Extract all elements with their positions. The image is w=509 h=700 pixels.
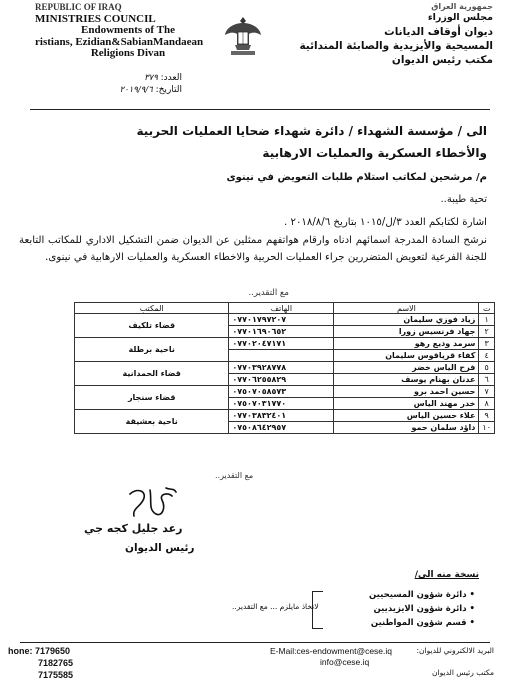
- row-office: قضاء سنجار: [75, 386, 229, 410]
- ref-date-value: ٢٠١٩/٩/٦: [119, 85, 153, 95]
- candidates-table: [74, 302, 495, 434]
- row-phone: ٠٧٧٠١٧٩٧٢٠٧: [229, 314, 334, 326]
- header-divider: [30, 109, 490, 110]
- row-office: ناحية بعشيقة: [75, 410, 229, 434]
- copies-list: [325, 588, 475, 630]
- row-num: ٧: [479, 386, 495, 398]
- ref-number-value: ٣٧٩: [144, 73, 158, 83]
- copy-recipient: • دائرة شؤون الايزيديين: [373, 604, 475, 614]
- row-name: داؤد سلمان حمو: [334, 422, 479, 434]
- header-ar-line5: مكتب رئيس الديوان: [391, 54, 493, 66]
- row-num: ١٠: [479, 422, 495, 434]
- footer-phone-2: 7182765: [38, 658, 74, 668]
- copy-recipient: • دائرة شؤون المسيحيين: [369, 590, 475, 600]
- footer-email-label: البريد الالكتروني للديوان:: [416, 646, 494, 655]
- body-paragraph-1: اشارة لكتابكم العدد ٣/ل/١٠١٥ بتاريخ ٢٠١٨/٨/٦ .: [284, 217, 487, 228]
- row-num: ١: [479, 314, 495, 326]
- row-phone: ٠٧٧٠٣٩٢٨٧٧٨: [229, 362, 334, 374]
- table-header-row: [75, 303, 495, 314]
- row-office: قضاء تلكيف: [75, 314, 229, 338]
- row-num: ٦: [479, 374, 495, 386]
- addressee: [57, 120, 487, 164]
- header-ar-line4: المسيحية والأيزيدية والصابئة المندائية: [299, 40, 493, 52]
- row-num: ٣: [479, 338, 495, 350]
- footer-divider: [20, 642, 490, 643]
- table-row: [75, 314, 495, 326]
- row-phone: ٠٧٥٠٧٠٥٨٥٧٣: [229, 386, 334, 398]
- row-name: زياد فوزي سليمان: [334, 314, 479, 326]
- copies-note: لاتخاذ مايلزم ... مع التقدير..: [232, 602, 319, 611]
- row-office: ناحية برطلة: [75, 338, 229, 362]
- letter-body: [19, 214, 487, 267]
- table-appreciation: مع التقدير..: [248, 288, 289, 298]
- letter-greeting: تحية طيبة..: [440, 194, 487, 205]
- header-en-line3: Endowments of The: [81, 24, 175, 36]
- addressee-line1: الى / مؤسسة الشهداء / دائرة شهداء ضحايا العمليات الحربية: [136, 124, 487, 138]
- row-phone: ٠٧٥٠٧٠٣١٧٧٠: [229, 398, 334, 410]
- row-name: فرح الياس خضر: [334, 362, 479, 374]
- row-phone: ٠٧٧٠٦٢٥٥٨٢٩: [229, 374, 334, 386]
- row-phone: ٠٧٥٠٨٦٤٢٩٥٧: [229, 422, 334, 434]
- signature-appreciation: مع التقدير..: [215, 471, 254, 480]
- reference-block: [86, 72, 182, 96]
- footer-office-label: مكتب رئيس الديوان: [432, 668, 494, 677]
- table-row: [75, 410, 495, 422]
- ref-number-label: العدد:: [160, 73, 182, 83]
- header-arabic: [278, 2, 493, 67]
- row-num: ٢: [479, 326, 495, 338]
- row-phone: [229, 350, 334, 362]
- col-header-num: ت: [479, 303, 495, 314]
- row-phone: ٠٧٧٠٣٨٣٢٤٠١: [229, 410, 334, 422]
- row-name: خدر مهند الياس: [334, 398, 479, 410]
- row-name: عدنان بهنام يوسف: [334, 374, 479, 386]
- header-ar-line3: ديوان أوقاف الديانات: [384, 26, 493, 38]
- header-en-line1: REPUBLIC OF IRAQ: [35, 2, 122, 12]
- row-name: حسين احمد برو: [334, 386, 479, 398]
- row-name: سرمد وديع رهو: [334, 338, 479, 350]
- table-row: [75, 386, 495, 398]
- header-ar-line2: مجلس الوزراء: [427, 12, 493, 23]
- row-name: علاء حسين الياس: [334, 410, 479, 422]
- row-num: ٥: [479, 362, 495, 374]
- header-en-line2: MINISTRIES COUNCIL: [35, 12, 156, 25]
- header-ar-line1: جمهورية العراق: [431, 2, 493, 11]
- table-row: [75, 362, 495, 374]
- handwritten-signature: [122, 486, 180, 520]
- letter-subject: م/ مرشحين لمكاتب استلام طلبات التعويض في نينوى: [226, 172, 487, 183]
- footer-email-2[interactable]: info@cese.iq: [320, 657, 370, 667]
- signer-title: رئيس الديوان: [125, 542, 195, 554]
- addressee-line2: والأخطاء العسكرية والعمليات الارهابية: [262, 146, 487, 160]
- iraq-eagle-emblem-icon: [223, 14, 263, 56]
- copy-recipient: • قسم شؤون المواطنين: [370, 618, 475, 628]
- col-header-name: الاسم: [334, 303, 479, 314]
- footer-emails: [270, 646, 392, 668]
- row-name: كفاء قرياقوس سليمان: [334, 350, 479, 362]
- row-phone: ٠٧٧٠٢٠٤٧١٧١: [229, 338, 334, 350]
- row-office: قضاء الحمدانية: [75, 362, 229, 386]
- footer-email-1[interactable]: E-Mail:ces-endowment@cese.iq: [270, 646, 393, 656]
- ref-date-label: التاريخ:: [155, 85, 182, 95]
- row-num: ٨: [479, 398, 495, 410]
- footer-phone-1: hone: 7179650: [8, 646, 71, 656]
- row-name: جهاد فرنسيس زورا: [334, 326, 479, 338]
- col-header-phone: الهاتف: [229, 303, 334, 314]
- body-paragraph-2: نرشح السادة المدرجة اسمائهم ادناه وارقام هواتفهم ممثلين عن الديوان ضمن التشكيل الاداري للمكاتب التابعة للجنة الفرعية لتعويض المتضررين جراء العمليات الحربية والاخطاء العسكرية والعمليات الارهابية في نينوى.: [19, 234, 487, 263]
- copies-label: نسخة منه الى/: [414, 570, 479, 580]
- row-num: ٩: [479, 410, 495, 422]
- header-en-line4: ristians, Ezidian&SabianMandaean: [35, 35, 204, 48]
- header-english: [35, 2, 205, 60]
- footer-phones: [8, 645, 73, 681]
- row-num: ٤: [479, 350, 495, 362]
- row-phone: ٠٧٧٠١٦٩٠٦٥٢: [229, 326, 334, 338]
- signer-name: رعد جليل كجه جي: [84, 522, 183, 535]
- col-header-office: المكتب: [75, 303, 229, 314]
- footer-phone-3: 7175585: [38, 670, 74, 680]
- header-en-line5: Religions Divan: [90, 47, 166, 59]
- table-row: [75, 338, 495, 350]
